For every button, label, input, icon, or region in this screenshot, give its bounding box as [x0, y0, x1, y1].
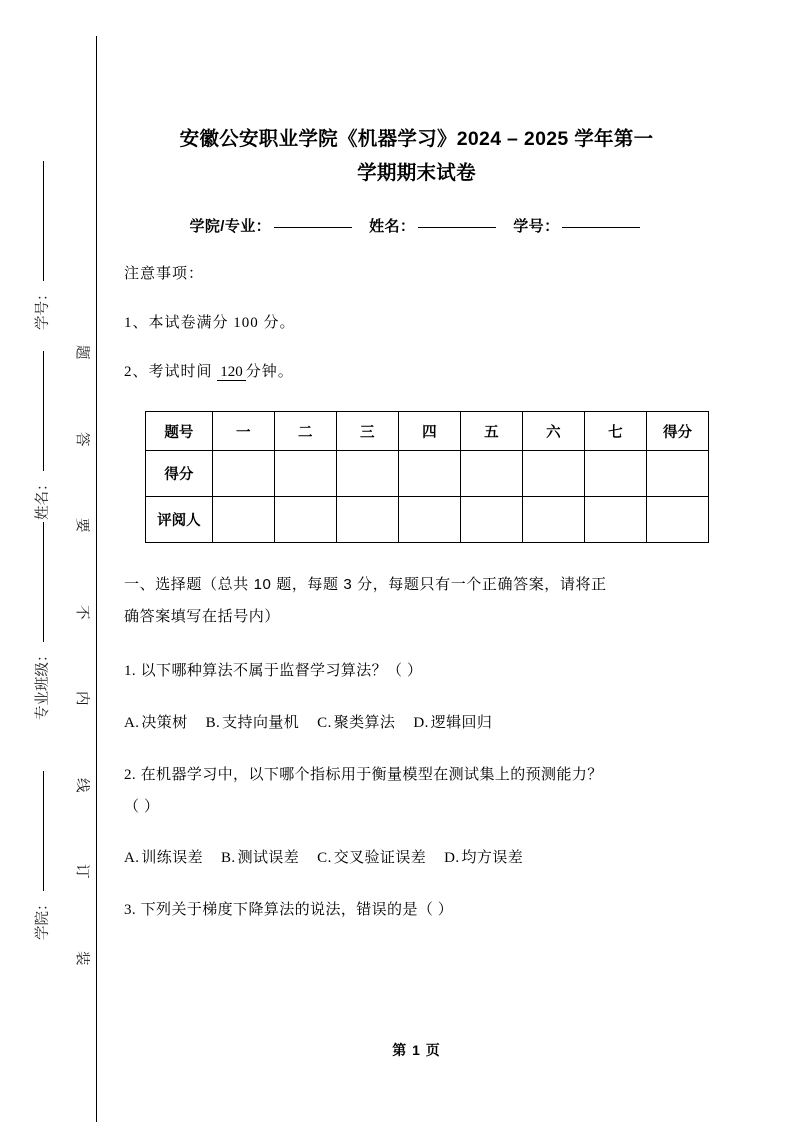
name-label: 姓名： — [369, 218, 416, 235]
title-block — [124, 0, 709, 190]
seal-char: 订 — [73, 864, 90, 879]
option-letter: C. — [317, 715, 332, 731]
reviewer-cell[interactable] — [584, 497, 646, 543]
student-id-blank[interactable] — [562, 227, 640, 228]
option-letter: B. — [205, 715, 221, 731]
option-letter: A. — [124, 850, 140, 866]
score-table-header-cell: 二 — [274, 412, 336, 451]
reviewer-cell[interactable] — [522, 497, 584, 543]
page-title-line2: 学期期末试卷 — [357, 162, 476, 184]
question-options — [124, 844, 709, 872]
option-letter: D. — [413, 715, 429, 731]
score-table-header-cell: 三 — [336, 412, 398, 451]
page-footer: 第 1 页 — [392, 1042, 441, 1058]
score-table-header-cell: 题号 — [146, 412, 213, 451]
notes-heading: 注意事项： — [124, 266, 205, 282]
question-number: 1. — [124, 663, 137, 679]
score-cell[interactable] — [584, 451, 646, 497]
question-text: 在机器学习中，以下哪个指标用于衡量模型在测试集上的预测能力？ — [140, 766, 603, 783]
option-text: 支持向量机 — [222, 714, 300, 731]
section-1-heading-line1: 一、选择题（总共 10 题，每题 3 分，每题只有一个正确答案，请将正 — [124, 576, 607, 593]
option[interactable] — [124, 714, 188, 731]
question-stem — [124, 894, 709, 926]
option-text: 决策树 — [141, 714, 188, 731]
option-letter: C. — [317, 850, 332, 866]
score-table-header-cell: 一 — [212, 412, 274, 451]
note-item-2 — [124, 360, 709, 381]
score-cell[interactable] — [522, 451, 584, 497]
question-text: 以下哪种算法不属于监督学习算法？（ ） — [140, 662, 423, 679]
question-options — [124, 709, 709, 737]
binding-field-college-rule — [43, 771, 44, 891]
seal-line-text — [68, 345, 94, 1037]
question-stem-continuation: （ ） — [124, 798, 160, 815]
binding-field-class — [33, 510, 53, 720]
table-row-reviewer — [146, 497, 709, 543]
score-table-header-cell: 六 — [522, 412, 584, 451]
note-item-2-prefix: 2、考试时间 — [124, 364, 213, 380]
score-cell[interactable] — [460, 451, 522, 497]
page-title — [124, 122, 709, 190]
reviewer-cell[interactable] — [212, 497, 274, 543]
section-1-heading — [124, 569, 709, 633]
reviewer-cell[interactable] — [274, 497, 336, 543]
option[interactable] — [317, 849, 426, 866]
binding-field-name — [33, 310, 53, 520]
reviewer-cell[interactable] — [398, 497, 460, 543]
option[interactable] — [124, 849, 203, 866]
seal-char: 答 — [73, 431, 90, 446]
binding-field-college — [33, 730, 53, 940]
note-item-2-suffix: 分钟。 — [245, 364, 294, 380]
seal-char: 线 — [73, 777, 90, 792]
option-letter: B. — [221, 850, 236, 866]
score-table-header-cell: 五 — [460, 412, 522, 451]
score-table-header-cell: 四 — [398, 412, 460, 451]
option[interactable] — [206, 714, 300, 731]
binding-field-class-label: 专业班级： — [35, 647, 51, 720]
score-cell[interactable] — [398, 451, 460, 497]
option-text: 交叉验证误差 — [333, 849, 427, 866]
score-cell[interactable] — [646, 451, 708, 497]
note-item-1: 1、本试卷满分 100 分。 — [124, 315, 296, 331]
college-major-blank[interactable] — [274, 227, 352, 228]
question-number: 2. — [124, 767, 137, 783]
binding-field-name-rule — [43, 351, 44, 471]
binding-field-class-rule — [43, 522, 44, 642]
question-text: 下列关于梯度下降算法的说法，错误的是（ ） — [140, 901, 454, 918]
binding-margin-rule — [96, 36, 97, 1122]
option-text: 逻辑回归 — [430, 714, 493, 731]
college-major-label: 学院/专业： — [189, 218, 272, 235]
reviewer-cell[interactable] — [646, 497, 708, 543]
section-1-heading-line2: 确答案填写在括号内） — [124, 608, 281, 625]
score-cell[interactable] — [274, 451, 336, 497]
exam-content — [124, 0, 709, 926]
seal-char: 要 — [73, 518, 90, 533]
question-number: 3. — [124, 902, 137, 918]
binding-field-student-id — [33, 120, 53, 330]
seal-char: 题 — [73, 345, 90, 360]
score-table-header-cell: 得分 — [646, 412, 708, 451]
seal-char: 装 — [73, 950, 90, 965]
option[interactable] — [444, 849, 523, 866]
student-info-line — [124, 215, 709, 236]
option-text: 训练误差 — [141, 849, 203, 866]
option[interactable] — [221, 849, 299, 866]
seal-char: 不 — [73, 604, 90, 619]
binding-field-college-label: 学院： — [35, 896, 51, 940]
score-cell[interactable] — [212, 451, 274, 497]
option[interactable] — [413, 714, 492, 731]
option[interactable] — [317, 714, 395, 731]
reviewer-row-label: 评阅人 — [146, 497, 213, 543]
student-id-label: 学号： — [513, 218, 560, 235]
score-table — [145, 411, 709, 543]
seal-char: 内 — [73, 691, 90, 706]
table-row-header — [146, 412, 709, 451]
option-letter: A. — [124, 715, 140, 731]
reviewer-cell[interactable] — [460, 497, 522, 543]
name-blank[interactable] — [418, 227, 496, 228]
binding-field-student-id-rule — [43, 161, 44, 281]
table-row-score — [146, 451, 709, 497]
question-stem — [124, 759, 709, 791]
reviewer-cell[interactable] — [336, 497, 398, 543]
binding-field-name-label: 姓名： — [35, 476, 51, 520]
option-text: 测试误差 — [237, 849, 300, 866]
binding-field-student-id-label: 学号： — [35, 286, 51, 330]
score-cell[interactable] — [336, 451, 398, 497]
option-text: 聚类算法 — [333, 714, 396, 731]
page-title-line1: 安徽公安职业学院《机器学习》2024 – 2025 学年第一 — [179, 128, 654, 150]
exam-duration-value: 120 — [217, 364, 246, 381]
option-letter: D. — [444, 850, 460, 866]
score-row-label: 得分 — [146, 451, 213, 497]
option-text: 均方误差 — [461, 849, 524, 866]
question-stem — [124, 655, 709, 687]
score-table-header-cell: 七 — [584, 412, 646, 451]
